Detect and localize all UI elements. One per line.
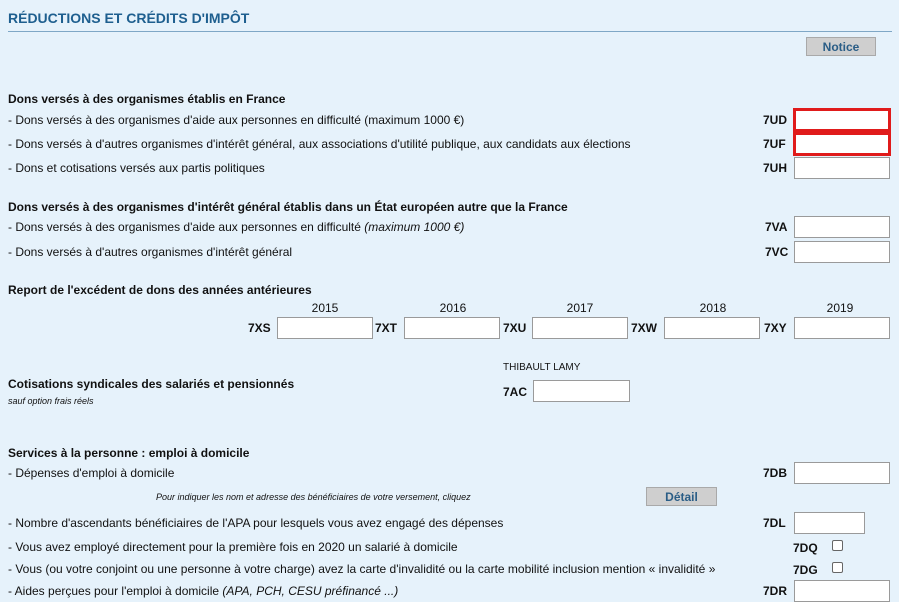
- input-7xu[interactable]: [532, 317, 628, 339]
- input-7vc[interactable]: [794, 241, 890, 263]
- row-label-7va-note: (maximum 1000 €): [364, 220, 465, 234]
- code-7dq: 7DQ: [793, 541, 818, 555]
- row-label-7uh: - Dons et cotisations versés aux partis politiques: [8, 161, 265, 175]
- year-2017: 2017: [566, 301, 594, 315]
- row-label-7db: - Dépenses d'emploi à domicile: [8, 466, 175, 480]
- code-7xu: 7XU: [503, 321, 527, 335]
- input-7xt[interactable]: [404, 317, 500, 339]
- detail-hint: Pour indiquer les nom et adresse des bénéficiaires de votre versement, cliquez: [156, 492, 471, 502]
- input-7uh[interactable]: [794, 157, 890, 179]
- code-7xs: 7XS: [248, 321, 271, 335]
- code-7uf: 7UF: [763, 137, 786, 151]
- code-7dl: 7DL: [763, 516, 786, 530]
- input-7ac[interactable]: [533, 380, 630, 402]
- code-7xy: 7XY: [764, 321, 787, 335]
- row-label-7dr: [8, 584, 398, 598]
- section-heading-services: Services à la personne : emploi à domicile: [8, 446, 250, 460]
- detail-button[interactable]: Détail: [646, 487, 717, 506]
- input-7ud[interactable]: [794, 109, 890, 131]
- row-label-7va: [8, 220, 464, 234]
- row-label-7vc: - Dons versés à d'autres organismes d'intérêt général: [8, 245, 293, 259]
- cotisations-subnote: sauf option frais réels: [8, 396, 94, 406]
- section-heading-cotisations: Cotisations syndicales des salariés et pensionnés: [8, 377, 295, 391]
- input-7dl[interactable]: [794, 512, 865, 534]
- year-2018: 2018: [699, 301, 727, 315]
- code-7uh: 7UH: [763, 161, 788, 175]
- checkbox-7dg[interactable]: [832, 562, 843, 573]
- code-7ac: 7AC: [503, 385, 528, 399]
- row-label-7va-text: - Dons versés à des organismes d'aide aux personnes en difficulté: [8, 220, 365, 234]
- row-label-7dl: - Nombre d'ascendants bénéficiaires de l'APA pour lesquels vous avez engagé des dépenses: [8, 516, 504, 530]
- code-7va: 7VA: [765, 220, 788, 234]
- input-7va[interactable]: [794, 216, 890, 238]
- code-7db: 7DB: [763, 466, 788, 480]
- year-2016: 2016: [439, 301, 467, 315]
- year-2019: 2019: [826, 301, 854, 315]
- row-label-7uf: - Dons versés à d'autres organismes d'intérêt général, aux associations d'utilité publique, aux candidats aux élections: [8, 137, 631, 151]
- notice-button[interactable]: Notice: [806, 37, 876, 56]
- section-heading-report: Report de l'excédent de dons des années antérieures: [8, 283, 312, 297]
- page-title: RÉDUCTIONS ET CRÉDITS D'IMPÔT: [8, 10, 250, 26]
- row-label-7dr-note: (APA, PCH, CESU préfinancé ...): [222, 584, 399, 598]
- year-2015: 2015: [311, 301, 339, 315]
- checkbox-7dq[interactable]: [832, 540, 843, 551]
- code-7ud: 7UD: [763, 113, 788, 127]
- input-7uf[interactable]: [794, 133, 890, 155]
- input-7xy[interactable]: [794, 317, 890, 339]
- row-label-7ud: - Dons versés à des organismes d'aide aux personnes en difficulté (maximum 1000 €): [8, 113, 465, 127]
- row-label-7dr-text: - Aides perçues pour l'emploi à domicile: [8, 584, 223, 598]
- input-7dr[interactable]: [794, 580, 890, 602]
- code-7xw: 7XW: [631, 321, 658, 335]
- section-heading-dons-europe: Dons versés à des organismes d'intérêt général établis dans un État européen autre que la France: [8, 200, 568, 214]
- input-7db[interactable]: [794, 462, 890, 484]
- row-label-7dq: - Vous avez employé directement pour la première fois en 2020 un salarié à domicile: [8, 540, 458, 554]
- section-heading-dons-france: Dons versés à des organismes établis en France: [8, 92, 286, 106]
- input-7xw[interactable]: [664, 317, 760, 339]
- code-7dg: 7DG: [793, 563, 818, 577]
- code-7vc: 7VC: [765, 245, 789, 259]
- row-label-7dg: - Vous (ou votre conjoint ou une personne à votre charge) avez la carte d'invalidité ou la carte mobilité inclusion mention « invalidité »: [8, 562, 716, 576]
- code-7dr: 7DR: [763, 584, 788, 598]
- title-divider: [8, 31, 892, 32]
- input-7xs[interactable]: [277, 317, 373, 339]
- code-7xt: 7XT: [375, 321, 398, 335]
- person-name: THIBAULT LAMY: [503, 362, 581, 373]
